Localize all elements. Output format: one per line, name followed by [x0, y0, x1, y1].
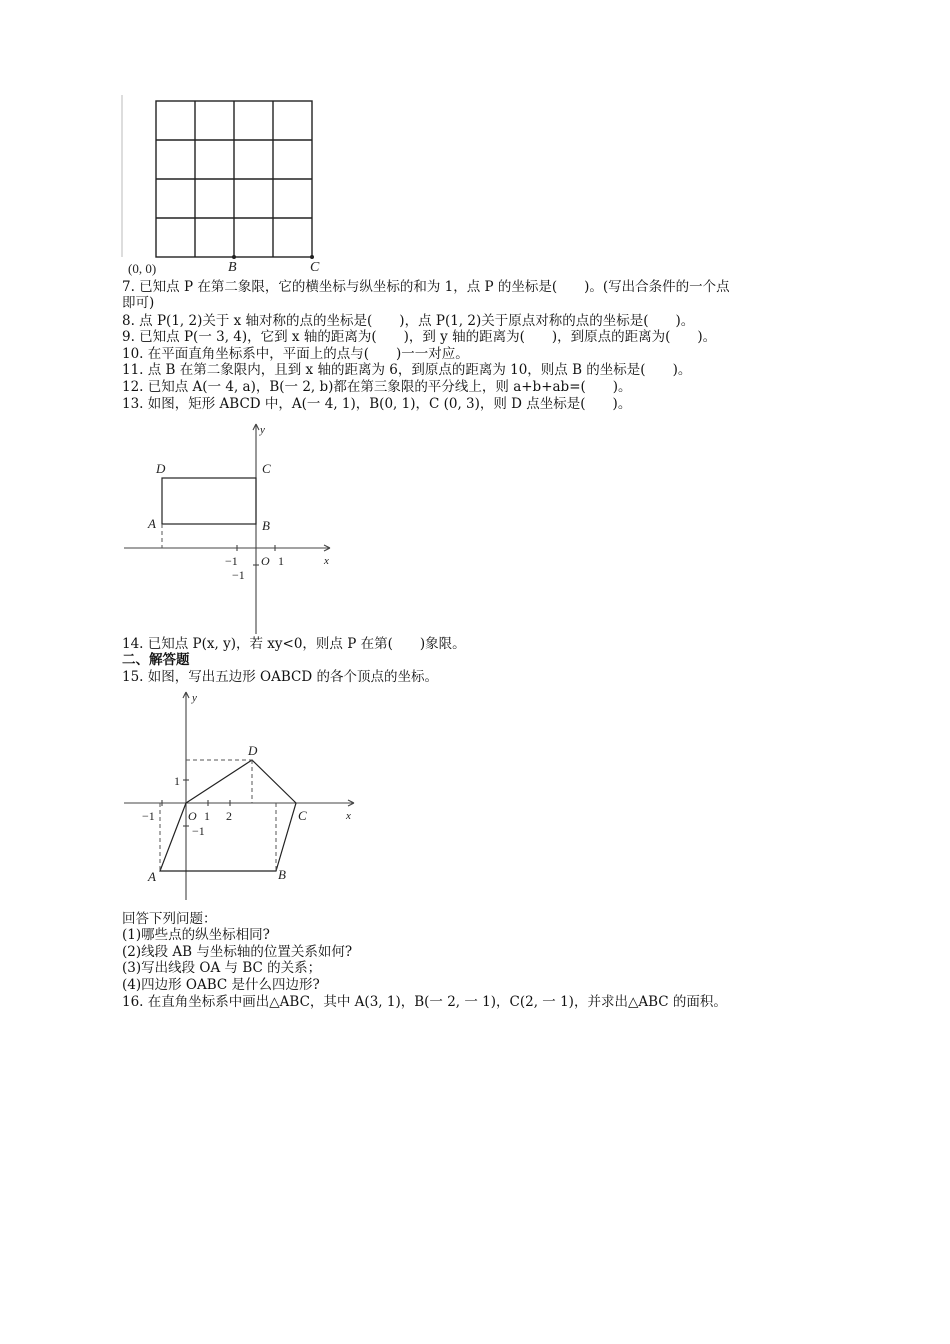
label-d: D	[248, 743, 258, 758]
section-title: 二、解答题	[122, 652, 190, 668]
point-b	[232, 255, 236, 259]
question-9: 9. 已知点 P(一 3, 4)，它到 x 轴的距离为( )，到 y 轴的距离为( )，到原点的距离为( )。	[122, 329, 717, 345]
label-b: B	[278, 867, 286, 882]
answers-intro: 回答下列问题：	[122, 911, 217, 927]
axes	[124, 692, 354, 900]
label-a: A	[148, 869, 156, 884]
answer-4: (4)四边形 OABC 是什么四边形?	[122, 977, 320, 993]
answer-1: (1)哪些点的纵坐标相同?	[122, 927, 270, 943]
grid-lines	[156, 101, 312, 257]
label-c: C	[262, 461, 271, 476]
tick-neg1-x: −1	[142, 809, 155, 823]
label-c: C	[310, 260, 320, 275]
question-8: 8. 点 P(1, 2)关于 x 轴对称的点的坐标是( )，点 P(1, 2)关于原点对称的点的坐标是( )。	[122, 313, 695, 329]
label-d: D	[156, 461, 166, 476]
tick-2-x: 2	[226, 809, 232, 823]
question-15: 15. 如图，写出五边形 OABCD 的各个顶点的坐标。	[122, 669, 438, 685]
origin-o: O	[188, 809, 197, 823]
question-12: 12. 已知点 A(一 4, a)，B(一 2, b)都在第三象限的平分线上，则 a+b+ab=( )。	[122, 379, 632, 395]
label-b: B	[228, 260, 237, 275]
rectangle-figure	[120, 420, 350, 640]
origin-o: O	[261, 554, 270, 568]
origin-label: (0, 0)	[128, 261, 157, 276]
label-a: A	[148, 516, 156, 531]
question-14: 14. 已知点 P(x, y)，若 xy<0，则点 P 在第( )象限。	[122, 636, 466, 652]
tick-neg1-y: −1	[232, 568, 245, 582]
x-axis-label: x	[324, 555, 329, 567]
question-7: 7. 已知点 P 在第二象限，它的横坐标与纵坐标的和为 1，点 P 的坐标是( )。(写出合条件的一个点	[122, 279, 730, 295]
question-11: 11. 点 B 在第二象限内，且到 x 轴的距离为 6，到原点的距离为 10，则点 B 的坐标是( )。	[122, 362, 692, 378]
tick-1-y: 1	[174, 774, 180, 788]
answer-2: (2)线段 AB 与坐标轴的位置关系如何?	[122, 944, 353, 960]
pentagon-figure	[120, 688, 360, 908]
question-10: 10. 在平面直角坐标系中，平面上的点与( )一一对应。	[122, 346, 469, 362]
question-16: 16. 在直角坐标系中画出△ABC，其中 A(3, 1)，B(一 2, 一 1)，C(2, 一 1)，并求出△ABC 的面积。	[122, 994, 727, 1010]
question-7-cont: 即可)	[122, 295, 155, 311]
grid-figure	[120, 95, 330, 275]
y-axis-label: y	[260, 424, 265, 436]
tick-neg1-y: −1	[192, 824, 205, 838]
answer-3: (3)写出线段 OA 与 BC 的关系；	[122, 960, 322, 976]
tick-neg1-x: −1	[225, 554, 238, 568]
x-axis-label: x	[346, 810, 351, 822]
tick-1-x: 1	[278, 554, 284, 568]
rectangle-abcd	[162, 478, 256, 548]
label-b: B	[262, 518, 270, 533]
question-13: 13. 如图，矩形 ABCD 中，A(一 4, 1)，B(0, 1)，C (0, 3)，则 D 点坐标是( )。	[122, 396, 632, 412]
point-c	[310, 255, 314, 259]
y-axis-label: y	[192, 692, 197, 704]
tick-1-x: 1	[204, 809, 210, 823]
label-c: C	[298, 808, 307, 823]
